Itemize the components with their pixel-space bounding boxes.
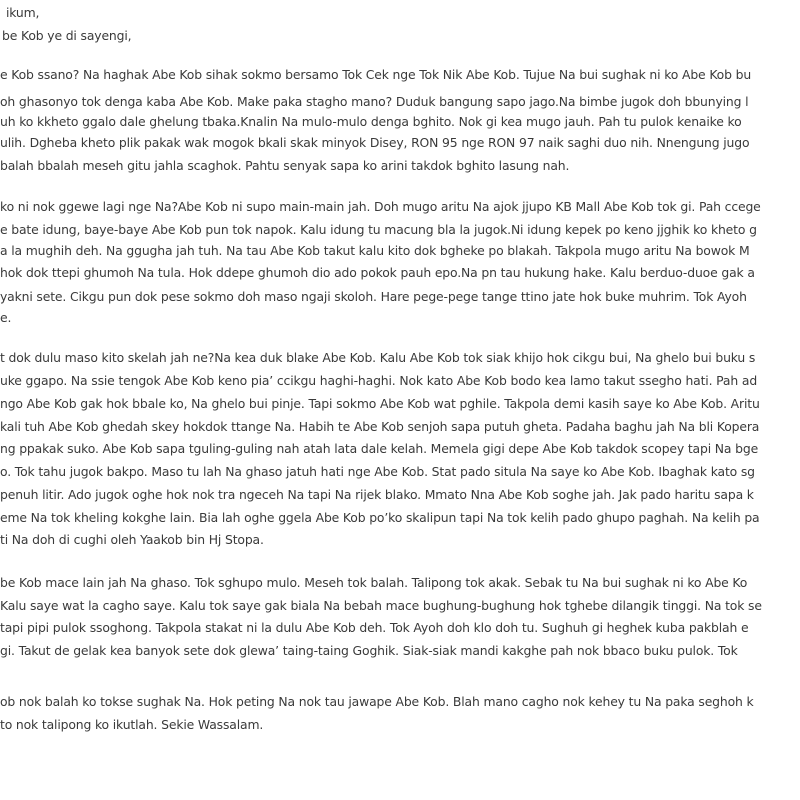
greeting-line: be Kob ye di sayengi,: [2, 28, 132, 43]
text-line: to nok talipong ko ikutlah. Sekie Wassalam.: [0, 717, 264, 732]
text-line: balah bbalah meseh gitu jahla scaghok. Pahtu senyak sapa ko arini takdok bghito lasung nah.: [0, 158, 570, 173]
text-line: oh ghasonyo tok denga kaba Abe Kob. Make paka stagho mano? Duduk bangung sapo jago.Na bimbe jugok doh bbunying l: [0, 94, 749, 109]
text-line: ng ppakak suko. Abe Kob sapa tguling-guling nah atah lata dale kelah. Memela gigi depe Abe Kob takdok scopey tapi Na bge: [0, 441, 759, 456]
text-line: tapi pipi pulok ssoghong. Takpola stakat ni la dulu Abe Kob deh. Tok Ayoh doh klo doh tu. Sughuh gi heghek kuba pakblah e: [0, 620, 749, 635]
text-line: ulih. Dgheba kheto plik pakak wak mogok bkali skak minyok Disey, RON 95 nge RON 97 naik saghi duo nih. Nnengung jugo: [0, 135, 750, 150]
text-line: e Kob ssano? Na haghak Abe Kob sihak sokmo bersamo Tok Cek nge Tok Nik Abe Kob. Tujue Na bui sughak ni ko Abe Kob bu: [0, 67, 752, 82]
text-line: penuh litir. Ado jugok oghe hok nok tra ngeceh Na tapi Na rijek blako. Mmato Nna Abe Kob soghe jah. Jak pado haritu sapa k: [0, 487, 754, 502]
text-line: gi. Takut de gelak kea banyok sete dok glewa’ taing-taing Goghik. Siak-siak mandi kakghe pah nok bbaco buku pulok. Tok: [0, 643, 738, 658]
text-line: eme Na tok kheling kokghe lain. Bia lah oghe ggela Abe Kob po’ko skalipun tapi Na tok kelih pado ghupo paghah. Na kelih pa: [0, 510, 760, 525]
text-line: hok dok ttepi ghumoh Na tula. Hok ddepe ghumoh dio ado pokok pauh epo.Na pn tau hukung hake. Kalu berduo-duoe gak a: [0, 265, 755, 280]
text-line: ob nok balah ko tokse sughak Na. Hok peting Na nok tau jawape Abe Kob. Blah mano cagho nok kehey tu Na paka seghoh k: [0, 694, 754, 709]
text-line: o. Tok tahu jugok bakpo. Maso tu lah Na ghaso jatuh hati nge Abe Kob. Stat pado situla Na saye ko Abe Kob. Ibaghak kato sg: [0, 464, 755, 479]
text-line: yakni sete. Cikgu pun dok pese sokmo doh maso ngaji skoloh. Hare pege-pege tange ttino jate hok buke muhrim. Tok Ayoh: [0, 289, 747, 304]
text-line: a la mughih deh. Na ggugha jah tuh. Na tau Abe Kob takut kalu kito dok bgheke po blakah. Takpola mugo aritu Na bowok M: [0, 243, 750, 258]
text-line: uh ko kkheto ggalo dale ghelung tbaka.Knalin Na mulo-mulo denga bghito. Nok gi kea mugo jauh. Pah tu pulok kenaike ko: [0, 114, 742, 129]
greeting-line: ikum,: [6, 5, 40, 20]
text-line: uke ggapo. Na ssie tengok Abe Kob keno pia’ ccikgu haghi-haghi. Nok kato Abe Kob bodo kea lamo takut ssegho hati. Pah ad: [0, 373, 758, 388]
text-line: e.: [0, 310, 12, 325]
text-line: be Kob mace lain jah Na ghaso. Tok sghupo mulo. Meseh tok balah. Talipong tok akak. Sebak tu Na bui sughak ni ko Abe Ko: [0, 575, 748, 590]
text-line: e bate idung, baye-baye Abe Kob pun tok napok. Kalu idung tu macung bla la jugok.Ni idung kepek po keno jjghik ko kheto g: [0, 222, 757, 237]
text-line: ti Na doh di cughi oleh Yaakob bin Hj Stopa.: [0, 532, 264, 547]
text-line: Kalu saye wat la cagho saye. Kalu tok saye gak biala Na bebah mace bughung-bughung hok tghebe dilangik tinggi. Na tok se: [0, 598, 762, 613]
text-line: ko ni nok ggewe lagi nge Na?Abe Kob ni supo main-main jah. Doh mugo aritu Na ajok jjupo KB Mall Abe Kob tok gi. Pah ccege: [0, 199, 761, 214]
text-line: t dok dulu maso kito skelah jah ne?Na kea duk blake Abe Kob. Kalu Abe Kob tok siak khijo hok cikgu bui, Na ghelo bui buku s: [0, 350, 756, 365]
text-line: kali tuh Abe Kob ghedah skey hokdok ttange Na. Habih te Abe Kob senjoh sapa putuh gheta. Padaha baghu jah Na bli Kopera: [0, 419, 760, 434]
text-line: ngo Abe Kob gak hok bbale ko, Na ghelo bui pinje. Tapi sokmo Abe Kob wat pghile. Takpola demi kasih saye ko Abe Kob. Aritu: [0, 396, 760, 411]
